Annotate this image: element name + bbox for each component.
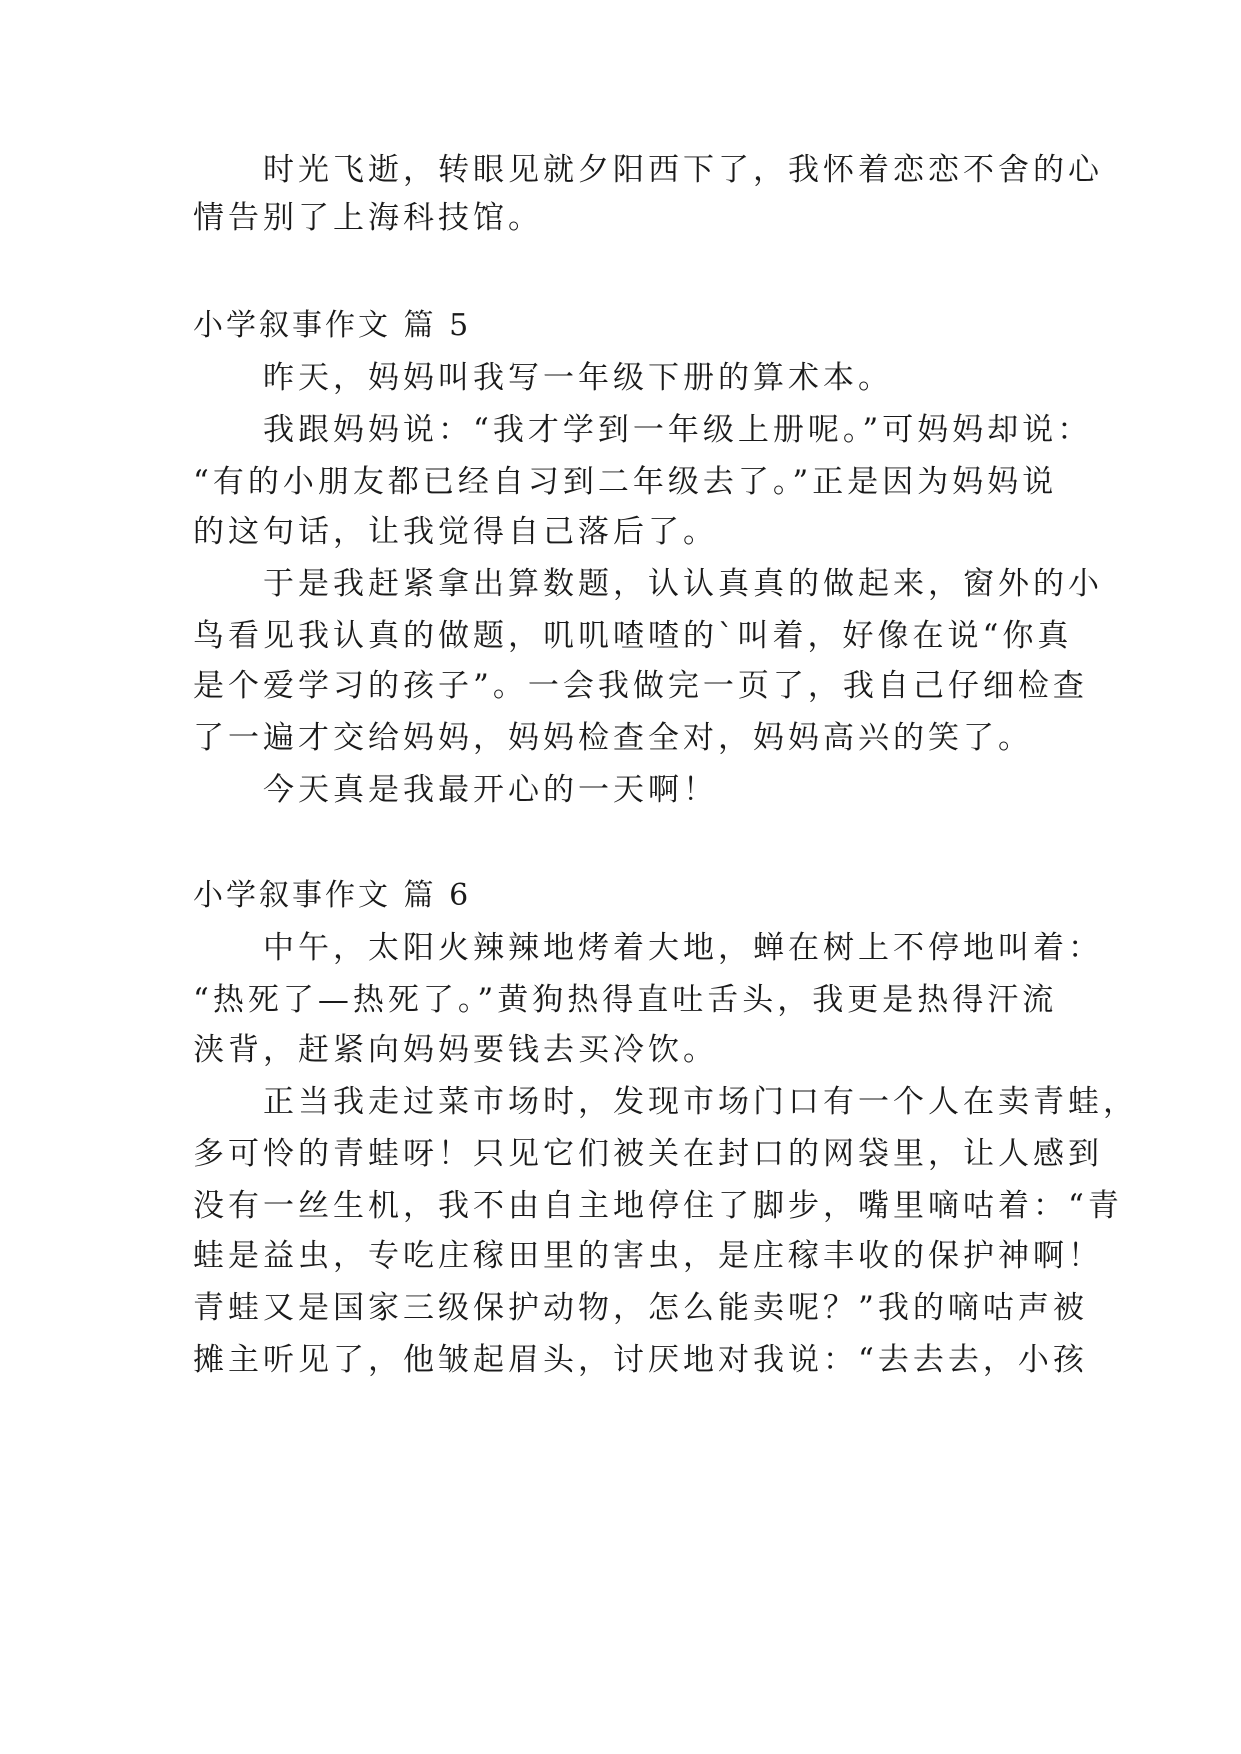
- paragraph-line: 蛙是益虫，专吃庄稼田里的害虫，是庄稼丰收的保护神啊！: [193, 1238, 1103, 1274]
- paragraph-line: 我跟妈妈说：“我才学到一年级上册呢。”可妈妈却说：: [193, 412, 1093, 448]
- paragraph-line: 了一遍才交给妈妈，妈妈检查全对，妈妈高兴的笑了。: [193, 720, 1033, 756]
- paragraph-line: 于是我赶紧拿出算数题，认认真真的做起来，窗外的小: [193, 566, 1103, 602]
- paragraph-line: 情告别了上海科技馆。: [193, 200, 543, 236]
- section-heading: 小学叙事作文 篇 5: [193, 308, 472, 343]
- paragraph-line: 今天真是我最开心的一天啊！: [193, 772, 718, 808]
- paragraph-line: 时光飞逝，转眼见就夕阳西下了，我怀着恋恋不舍的心: [193, 152, 1103, 188]
- paragraph-line: 的这句话，让我觉得自己落后了。: [193, 514, 718, 550]
- paragraph-line: 鸟看见我认真的做题，叽叽喳喳的`叫着，好像在说“你真: [193, 618, 1073, 654]
- paragraph-line: 浃背，赶紧向妈妈要钱去买冷饮。: [193, 1032, 718, 1068]
- paragraph-line: “有的小朋友都已经自习到二年级去了。”正是因为妈妈说: [193, 464, 1058, 500]
- paragraph-line: 青蛙又是国家三级保护动物，怎么能卖呢？”我的嘀咕声被: [193, 1290, 1088, 1326]
- paragraph-line: 中午，太阳火辣辣地烤着大地，蝉在树上不停地叫着：: [193, 930, 1103, 966]
- paragraph-line: 摊主听见了，他皱起眉头，讨厌地对我说：“去去去，小孩: [193, 1342, 1088, 1378]
- paragraph-line: “热死了—热死了。”黄狗热得直吐舌头，我更是热得汗流: [193, 982, 1058, 1018]
- paragraph-line: 昨天，妈妈叫我写一年级下册的算术本。: [193, 360, 893, 396]
- paragraph-line: 多可怜的青蛙呀！只见它们被关在封口的网袋里，让人感到: [193, 1136, 1103, 1172]
- paragraph-line: 没有一丝生机，我不由自主地停住了脚步，嘴里嘀咕着：“青: [193, 1188, 1123, 1224]
- section-heading: 小学叙事作文 篇 6: [193, 878, 472, 913]
- paragraph-line: 是个爱学习的孩子”。一会我做完一页了，我自己仔细检查: [193, 668, 1088, 704]
- paragraph-line: 正当我走过菜市场时，发现市场门口有一个人在卖青蛙，: [193, 1084, 1138, 1120]
